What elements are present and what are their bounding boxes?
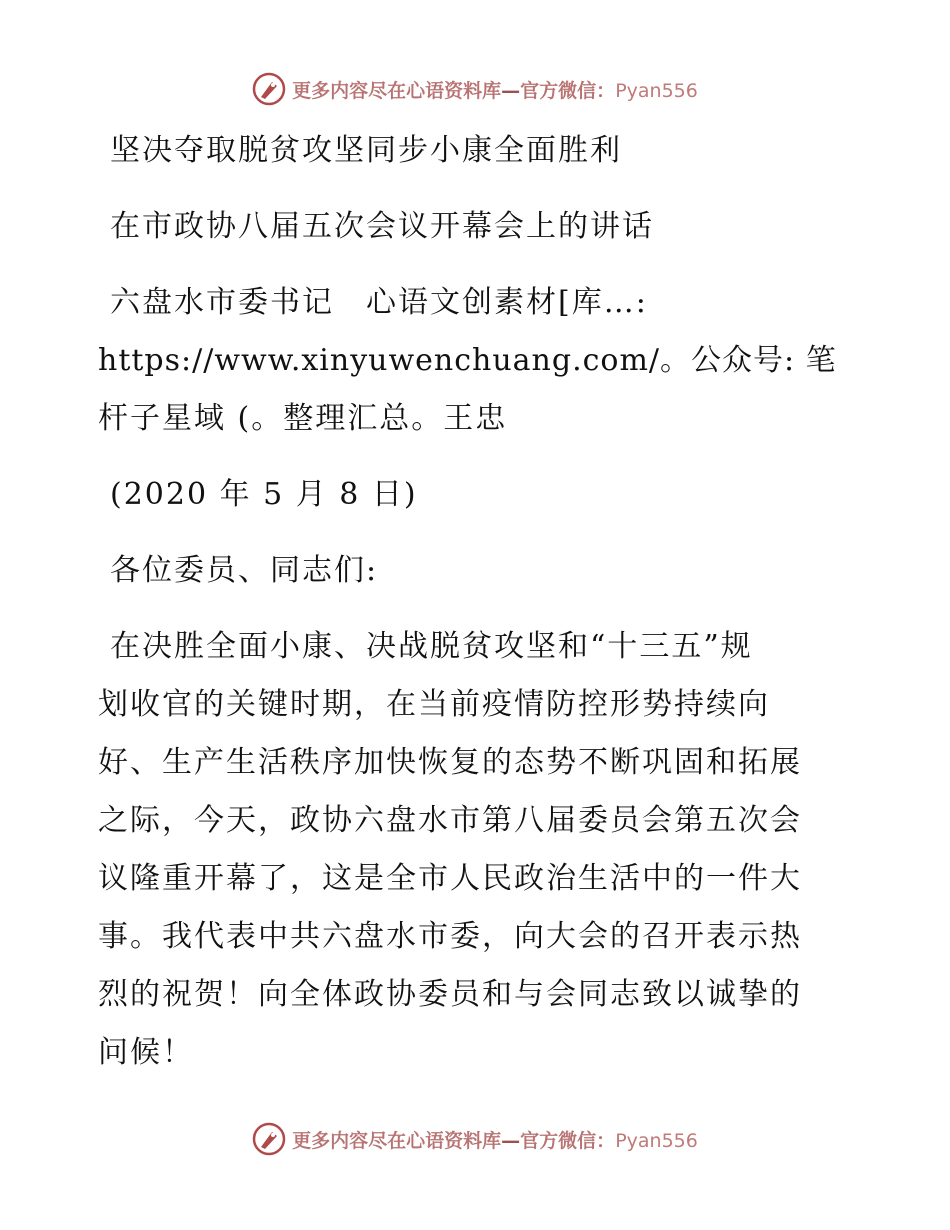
author-line-source: 杆子星域 (。整理汇总。王忠 [98,401,508,436]
salutation: 各位委员、同志们: [110,553,379,588]
watermark-brand: 更多内容尽在心语资料库 [292,79,502,102]
pen-nib-logo-icon [252,72,286,106]
watermark-wechat-label: 官方微信： [520,79,616,102]
body-line: 好、生产生活秩序加快恢复的态势不断巩固和拓展 [98,745,802,780]
body-line: 烈的祝贺！向全体政协委员和与会同志致以诚挚的 [98,977,802,1012]
watermark-dash: — [501,1129,521,1152]
body-paragraph [98,618,858,1082]
watermark-wechat-label: 官方微信： [520,1129,616,1152]
watermark-wechat-id: Pyan556 [615,79,698,102]
pen-nib-logo-icon [252,1122,286,1156]
document-title: 坚决夺取脱贫攻坚同步小康全面胜利 [110,133,622,168]
document-body [98,122,858,1082]
watermark-text [292,76,698,103]
body-line: 议隆重开幕了，这是全市人民政治生活中的一件大 [98,861,802,896]
body-line: 划收官的关键时期，在当前疫情防控形势持续向 [98,687,770,722]
body-line: 事。我代表中共六盘水市委，向大会的召开表示热 [98,919,802,954]
watermark-wechat-id: Pyan556 [615,1129,698,1152]
body-line: 之际，今天，政协六盘水市第八届委员会第五次会 [98,803,802,838]
watermark-text [292,1126,698,1153]
watermark-dash: — [501,79,521,102]
author-line-url: https://www.xinyuwenchuang.com/。公众号: 笔 [98,343,837,378]
footer-watermark [0,1122,950,1156]
watermark-brand: 更多内容尽在心语资料库 [292,1129,502,1152]
body-line: 在决胜全面小康、决战脱贫攻坚和“十三五”规 [110,629,753,664]
document-date: (2020 年 5 月 8 日) [110,477,418,512]
document-subtitle: 在市政协八届五次会议开幕会上的讲话 [110,209,654,244]
author-line: 六盘水市委书记 心语文创素材[库…: [110,285,648,320]
body-line: 问候！ [98,1035,194,1070]
header-watermark [0,72,950,106]
